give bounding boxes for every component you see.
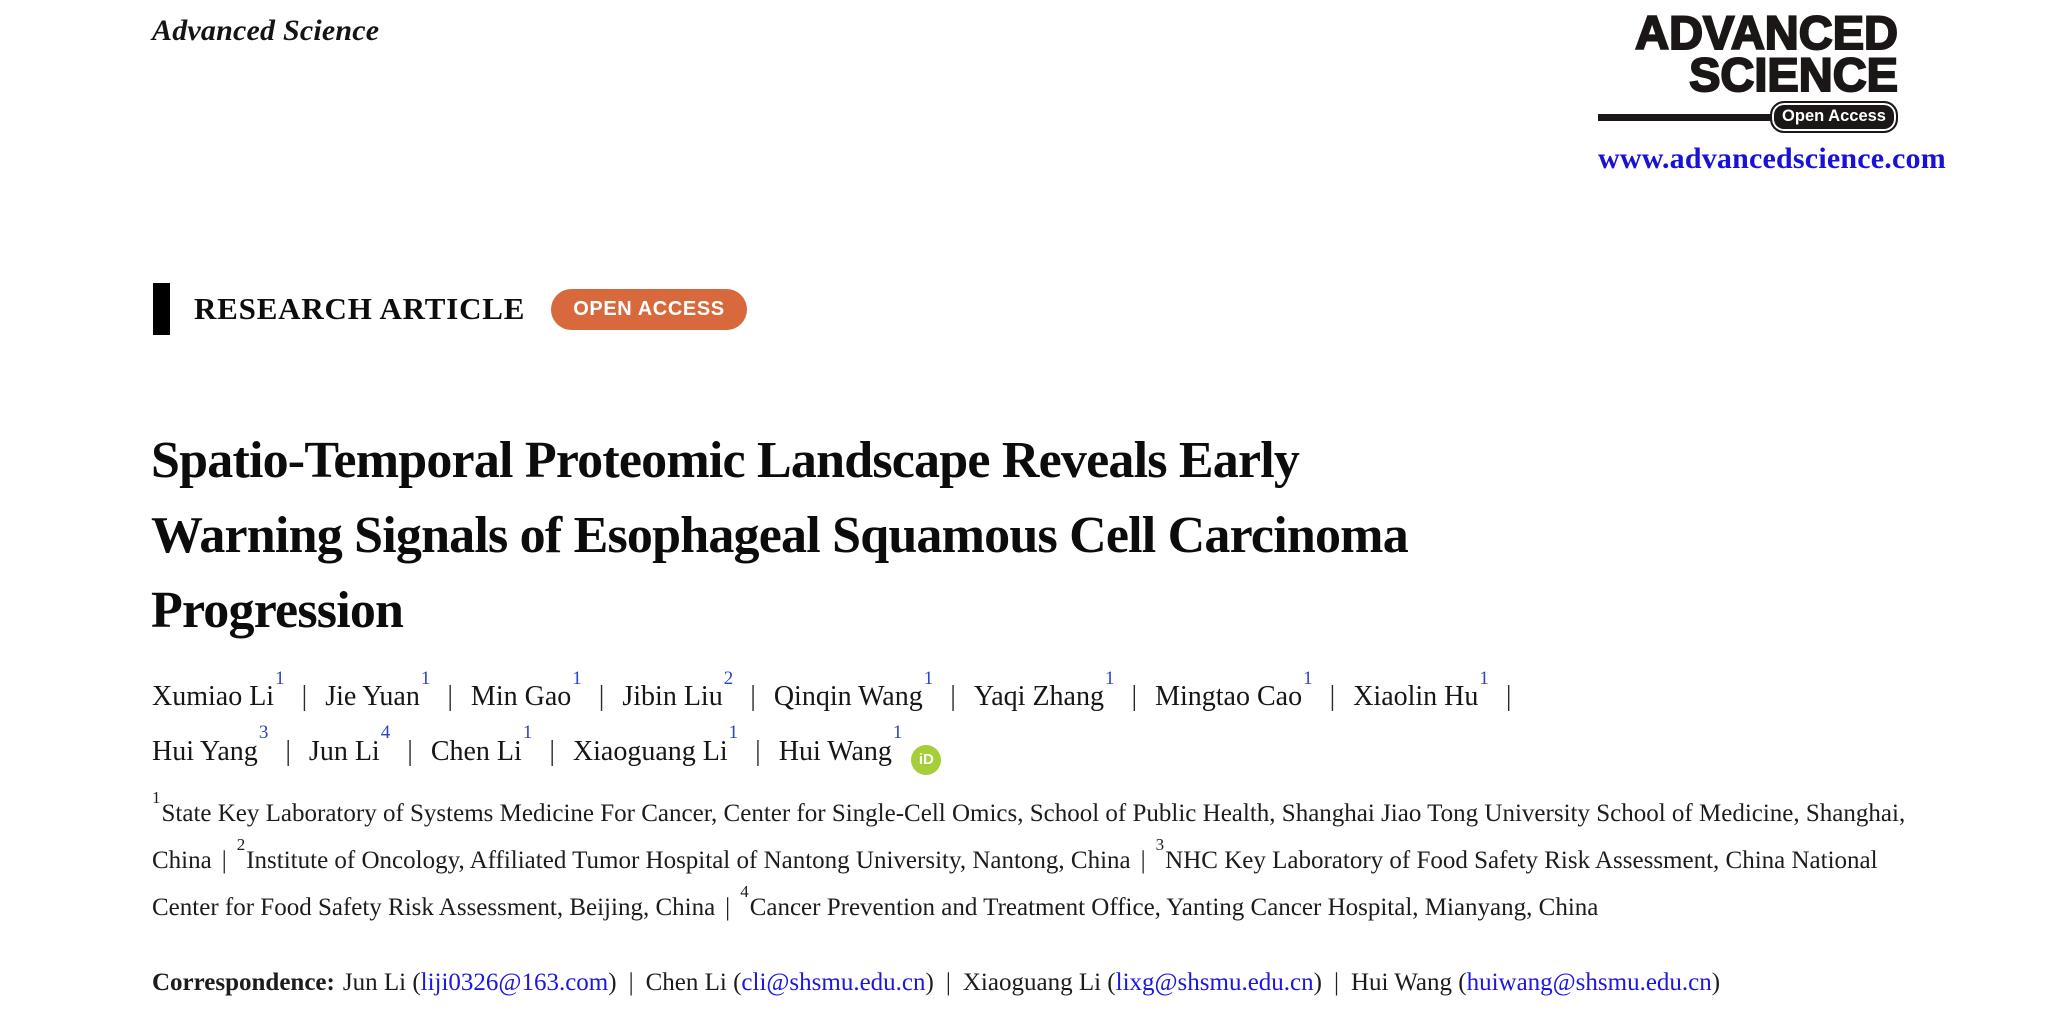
open-access-badge: OPEN ACCESS: [551, 289, 746, 330]
author: Jie Yuan$^1$: [325, 668, 431, 713]
author: Chen Li$^1$: [430, 722, 533, 767]
affiliation-separator: |: [725, 893, 731, 921]
title-line-1: Spatio-Temporal Proteomic Landscape Reveals Early: [151, 432, 1300, 489]
title-line-2: Warning Signals of Esophageal Squamous Cell Carcinoma: [151, 507, 1408, 564]
email-link[interactable]: cli@shsmu.edu.cn: [741, 969, 926, 996]
author: Xiaoguang Li$^1$: [572, 722, 739, 767]
affiliation-item: $^2$Institute of Oncology, Affiliated Tumor Hospital of Nantong University, Nantong, China: [236, 834, 1131, 875]
article-title: [151, 423, 1931, 648]
affiliation-sup: 1: [152, 788, 161, 807]
affiliation-separator: |: [221, 847, 227, 875]
author-affil-sup: 1: [1479, 668, 1489, 689]
email-link[interactable]: huiwang@shsmu.edu.cn: [1466, 969, 1712, 996]
affiliation-item: $^4$Cancer Prevention and Treatment Office, Yanting Cancer Hospital, Mianyang, China: [740, 881, 1599, 921]
author-separator: |: [1131, 681, 1138, 713]
affiliation-separator: |: [1140, 847, 1146, 875]
journal-website-link[interactable]: www.advancedscience.com: [1598, 142, 1946, 175]
logo-open-access-pill: Open Access: [1770, 101, 1898, 133]
author: Xiaolin Hu$^1$: [1353, 668, 1489, 713]
logo-word-science: SCIENCE: [1689, 48, 1898, 101]
email-link[interactable]: liji0326@163.com: [420, 969, 609, 996]
logo-word-advanced: ADVANCED: [1635, 6, 1898, 59]
logo-rule: [1598, 114, 1774, 121]
author-separator: |: [950, 681, 956, 713]
author-affil-sup: 4: [380, 722, 391, 744]
author-separator: |: [407, 735, 413, 767]
author-separator: |: [447, 681, 453, 713]
author: Yaqi Zhang$^1$: [973, 668, 1115, 713]
author-list: [152, 666, 1922, 775]
author-separator: |: [755, 735, 761, 767]
affiliation-item: $^1$State Key Laboratory of Systems Medicine For Cancer, Center for Single-Cell Omics, School of Public Health, Shanghai Jiao Tong University School of Medicine, Shanghai, China: [152, 788, 1906, 875]
author: Xumiao Li$^1$: [152, 668, 285, 713]
correspondence-label: Correspondence:: [152, 969, 335, 996]
email-link[interactable]: lixg@shsmu.edu.cn: [1115, 969, 1314, 996]
correspondence-entry: Xiaoguang Li (lixg@shsmu.edu.cn): [962, 969, 1322, 996]
author-separator: |: [1505, 681, 1512, 713]
author-separator: |: [1329, 681, 1336, 713]
affiliation-sup: 4: [740, 881, 749, 901]
author-separator: |: [549, 735, 555, 767]
correspondence-entry: Hui Wang (huiwang@shsmu.edu.cn): [1350, 969, 1721, 996]
author-separator: |: [750, 681, 756, 713]
article-type-row: [153, 283, 747, 335]
author-affil-sup: 1: [728, 722, 739, 744]
author-affil-sup: 1: [522, 722, 533, 744]
author-affil-sup: 1: [1303, 668, 1313, 689]
correspondence: [152, 963, 1922, 1002]
author-affil-sup: 2: [723, 668, 734, 689]
author: Hui Yang$^3$: [152, 722, 269, 767]
affiliation-item: $^3$NHC Key Laboratory of Food Safety Risk Assessment, China National Center for Food Safety Risk Assessment, Beijing, China: [152, 834, 1878, 921]
author-separator: |: [301, 681, 308, 713]
author-affil-sup: 1: [572, 668, 582, 689]
correspondence-separator: |: [628, 969, 634, 996]
correspondence-entry: Jun Li (liji0326@163.com): [342, 969, 617, 996]
correspondence-separator: |: [1333, 969, 1339, 996]
logo-rule-row: [1598, 104, 1898, 130]
author-affil-sup: 1: [892, 722, 903, 744]
author-affil-sup: 1: [420, 668, 431, 689]
author-separator: |: [598, 681, 605, 713]
journal-name: Advanced Science: [152, 14, 380, 47]
orcid-icon[interactable]: iD: [911, 745, 941, 775]
author-affil-sup: 3: [258, 722, 269, 744]
article-type-label: RESEARCH ARTICLE: [194, 291, 526, 326]
affiliations: [152, 787, 1910, 927]
title-line-3: Progression: [151, 582, 404, 639]
author-affil-sup: 1: [923, 668, 934, 689]
author: Jun Li$^4$: [308, 722, 391, 767]
type-marker-bar: [153, 283, 170, 335]
advanced-science-logo: [1598, 6, 1946, 176]
affiliation-sup: 2: [236, 834, 246, 854]
correspondence-entry: Chen Li (cli@shsmu.edu.cn): [645, 969, 934, 996]
author: Hui Wang$^1$: [778, 722, 903, 767]
author-affil-sup: 1: [275, 668, 285, 689]
correspondence-separator: |: [945, 969, 951, 996]
author-affil-sup: 1: [1104, 668, 1115, 689]
author-separator: |: [285, 735, 291, 767]
author: Qinqin Wang$^1$: [773, 668, 934, 713]
author: Mingtao Cao$^1$: [1155, 668, 1313, 713]
author: Min Gao$^1$: [470, 668, 582, 713]
author: Jibin Liu$^2$: [622, 668, 734, 713]
affiliation-sup: 3: [1155, 834, 1165, 854]
